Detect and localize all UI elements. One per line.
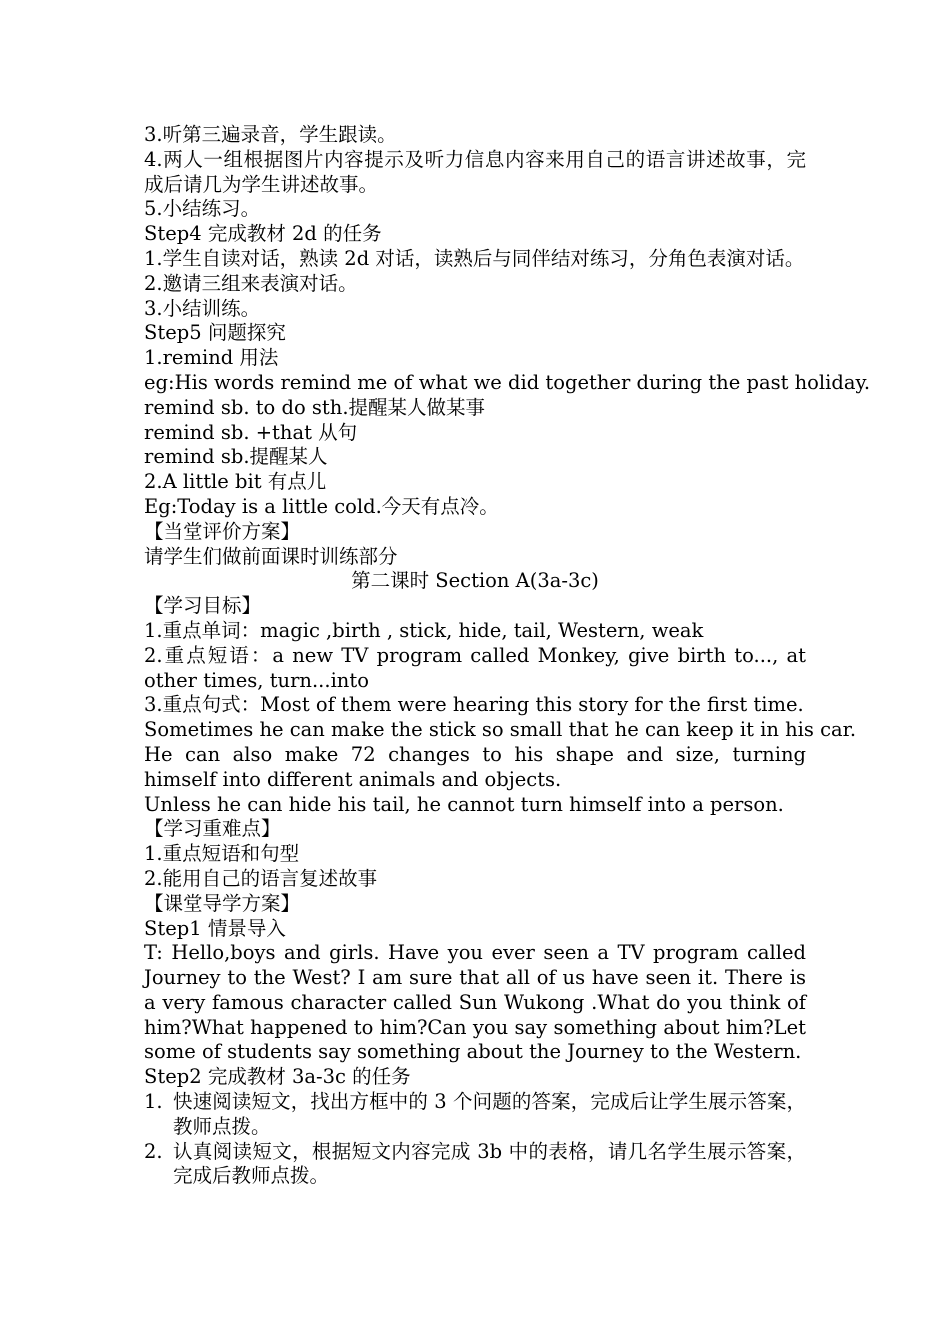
text-line: 请学生们做前面课时训练部分 — [144, 544, 398, 568]
text-line: Sometimes he can make the stick so small that he can keep it in his car. — [144, 718, 857, 742]
section-heading: 【学习重难点】 — [144, 817, 281, 841]
text-line: 2.A little bit 有点儿 — [144, 470, 327, 494]
text-paragraph: T: Hello,boys and girls. Have you ever seen a TV program called Journey to the West? I am sure that all of us have seen it. There is a very famous character called Sun Wukong .What do you think of him?What happened to him?Can you say something about him?Let some of students say something about the Journey to the Western. — [144, 941, 806, 1064]
text-line: 3.听第三遍录音，学生跟读。 — [144, 123, 397, 146]
text-line: Eg:Today is a little cold.今天有点冷。 — [144, 494, 499, 518]
text-line: remind sb. to do sth.提醒某人做某事 — [144, 395, 486, 419]
list-number: 2. — [144, 1139, 163, 1163]
text-line: 2.能用自己的语言复述故事 — [144, 866, 378, 890]
list-text: 认真阅读短文，根据短文内容完成 3b 中的表格，请几名学生展示答案，完成后教师点拨。 — [173, 1139, 806, 1188]
text-line: 1.重点短语和句型 — [144, 842, 300, 866]
text-line: Unless he can hide his tail, he cannot turn himself into a person. — [144, 792, 784, 816]
section-heading: 【学习目标】 — [144, 594, 262, 618]
text-line: 3.重点句式：Most of them were hearing this story for the first time. — [144, 693, 804, 717]
text-line: 1.remind 用法 — [144, 346, 279, 370]
text-line: remind sb.提醒某人 — [144, 445, 328, 469]
document-page — [144, 123, 871, 1189]
list-item — [144, 1140, 806, 1190]
section-heading: 【当堂评价方案】 — [144, 519, 301, 543]
section-heading: 【课堂导学方案】 — [144, 891, 301, 915]
list-item — [144, 1090, 806, 1140]
lesson-title: 第二课时 Section A(3a-3c) — [351, 569, 599, 593]
text-paragraph: 1.学生自读对话，熟读 2d 对话，读熟后与同伴结对练习，分角色表演对话。 — [144, 246, 805, 270]
text-paragraph: He can also make 72 changes to his shape and size, turning himself into different animals and objects. — [144, 742, 806, 791]
text-line: 2.邀请三组来表演对话。 — [144, 271, 358, 295]
text-line: eg:His words remind me of what we did together during the past holiday. — [144, 370, 871, 394]
text-line: 5.小结练习。 — [144, 197, 261, 221]
text-line: remind sb. +that 从句 — [144, 420, 358, 444]
text-line: 1.重点单词：magic ,birth , stick, hide, tail, Western, weak — [144, 618, 704, 642]
list-number: 1. — [144, 1090, 163, 1114]
step-heading: Step4 完成教材 2d 的任务 — [144, 222, 382, 246]
text-paragraph: 4.两人一组根据图片内容提示及听力信息内容来用自己的语言讲述故事，完成后请几为学生讲述故事。 — [144, 147, 806, 196]
text-paragraph: 2.重点短语：a new TV program called Monkey, give birth to..., at other times, turn...into — [144, 643, 806, 692]
text-line: 3.小结训练。 — [144, 296, 261, 320]
step-heading: Step5 问题探究 — [144, 321, 286, 345]
step-heading: Step1 情景导入 — [144, 916, 286, 940]
list-text: 快速阅读短文，找出方框中的 3 个问题的答案，完成后让学生展示答案，教师点拨。 — [173, 1090, 806, 1138]
step-heading: Step2 完成教材 3a-3c 的任务 — [144, 1065, 411, 1089]
